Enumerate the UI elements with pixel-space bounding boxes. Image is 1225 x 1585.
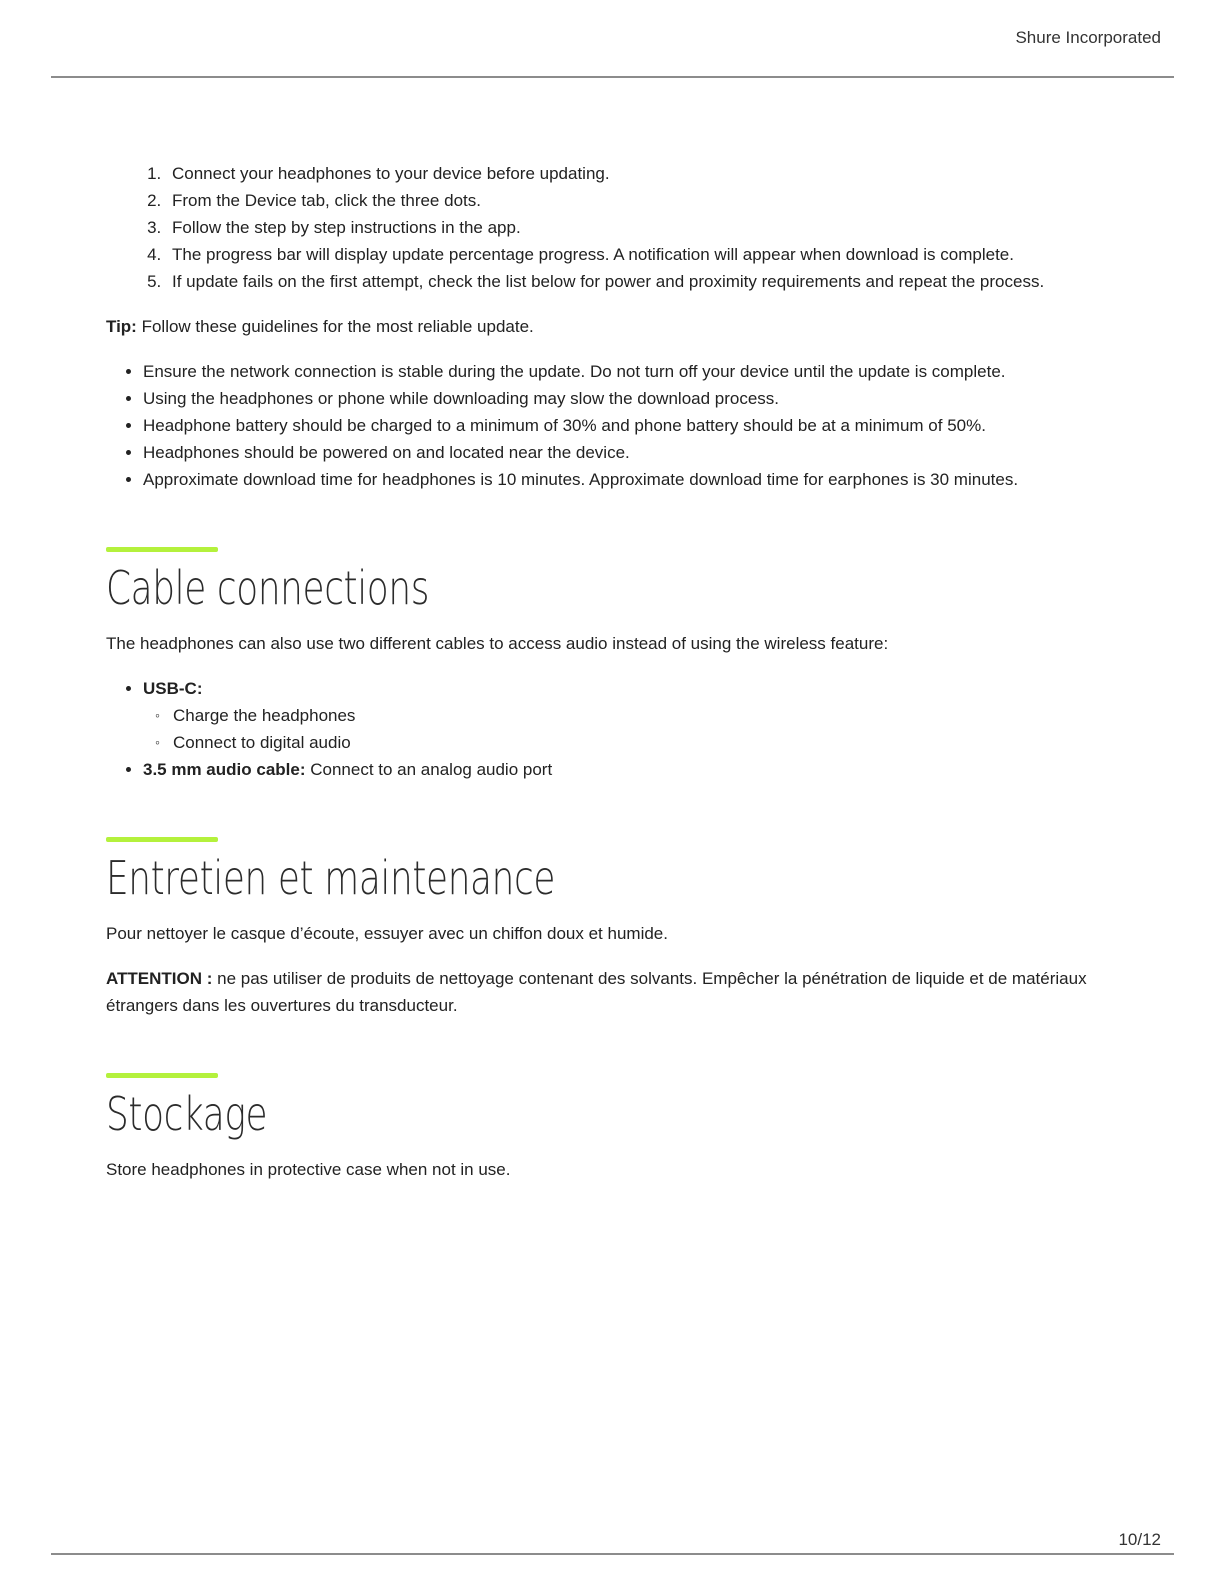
- page-content: [106, 160, 1121, 1183]
- tip-text: Follow these guidelines for the most reliable update.: [136, 317, 534, 336]
- tip-label: Tip:: [106, 317, 137, 336]
- list-item: 3. Follow the step by step instructions in the app.: [166, 214, 1121, 241]
- section-accent-bar: [106, 547, 218, 552]
- list-item: • Ensure the network connection is stable during the update. Do not turn off your device until the update is complete.: [143, 358, 1121, 385]
- attention-text: ne pas utiliser de produits de nettoyage contenant des solvants. Empêcher la pénétration de liquide et de matériaux étrangers dans les ouvertures du transducteur.: [106, 969, 1087, 1015]
- tip-paragraph: [106, 313, 1121, 340]
- list-item: 2. From the Device tab, click the three dots.: [166, 187, 1121, 214]
- list-item-usbc: [143, 675, 1121, 756]
- usbc-label: USB-C:: [143, 679, 203, 698]
- list-item: 5. If update fails on the first attempt, check the list below for power and proximity requirements and repeat the process.: [166, 268, 1121, 295]
- usbc-sublist: [143, 702, 1121, 756]
- list-item: • Headphone battery should be charged to a minimum of 30% and phone battery should be at a minimum of 50%.: [143, 412, 1121, 439]
- list-item: • Using the headphones or phone while downloading may slow the download process.: [143, 385, 1121, 412]
- section-cable-connections: [106, 547, 1121, 783]
- attention-label: ATTENTION :: [106, 969, 213, 988]
- page-number: 10/12: [1118, 1530, 1161, 1549]
- section-maintenance: [106, 837, 1121, 1019]
- list-item-analog: [143, 756, 1121, 783]
- list-item: 4. The progress bar will display update percentage progress. A notification will appear when download is complete.: [166, 241, 1121, 268]
- list-item: 1. Connect your headphones to your device before updating.: [166, 160, 1121, 187]
- section-accent-bar: [106, 837, 218, 842]
- list-item: ◦ Connect to digital audio: [173, 729, 1121, 756]
- section-accent-bar: [106, 1073, 218, 1078]
- list-item: ◦ Charge the headphones: [173, 702, 1121, 729]
- section-title: Stockage: [106, 1087, 268, 1141]
- update-steps-list: [106, 160, 1121, 295]
- storage-text: Store headphones in protective case when not in use.: [106, 1160, 511, 1179]
- attention-paragraph: [106, 965, 1121, 1019]
- maintenance-text: Pour nettoyer le casque d’écoute, essuyer avec un chiffon doux et humide.: [106, 924, 668, 943]
- list-item: • Headphones should be powered on and located near the device.: [143, 439, 1121, 466]
- cable-list: [106, 675, 1121, 783]
- list-item: • Approximate download time for headphones is 10 minutes. Approximate download time for earphones is 30 minutes.: [143, 466, 1121, 493]
- analog-label: 3.5 mm audio cable:: [143, 760, 306, 779]
- tip-guidelines-list: [106, 358, 1121, 493]
- cable-intro: The headphones can also use two different cables to access audio instead of using the wireless feature:: [106, 634, 889, 653]
- section-storage: [106, 1073, 1121, 1183]
- section-title: Entretien et maintenance: [106, 851, 556, 905]
- analog-text: Connect to an analog audio port: [305, 760, 553, 779]
- header-divider: [51, 76, 1174, 78]
- header-company-name: Shure Incorporated: [1015, 28, 1161, 47]
- section-title: Cable connections: [106, 561, 430, 615]
- footer-divider: [51, 1553, 1174, 1555]
